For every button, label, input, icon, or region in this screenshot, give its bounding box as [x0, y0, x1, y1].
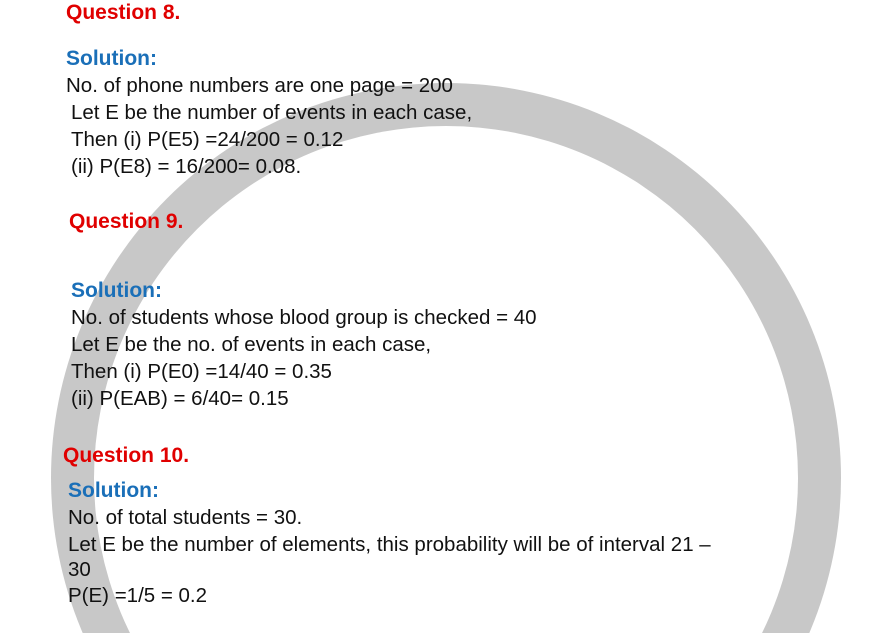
question-9-heading: Question 9. [69, 210, 184, 233]
question-8-line-2: Let E be the number of events in each case, [71, 101, 473, 124]
question-10-solution-label: Solution: [68, 479, 159, 502]
question-9-line-2: Let E be the no. of events in each case, [71, 333, 432, 356]
question-8-line-3: Then (i) P(E5) =24/200 = 0.12 [71, 128, 344, 151]
question-10-heading: Question 10. [63, 444, 190, 467]
question-8-line-4: (ii) P(E8) = 16/200= 0.08. [71, 155, 302, 178]
question-10-line-4: P(E) =1/5 = 0.2 [68, 584, 208, 607]
question-8-heading: Question 8. [66, 1, 181, 24]
question-8-solution-label: Solution: [66, 47, 157, 70]
question-10-line-3: 30 [68, 558, 91, 581]
question-9-solution-label: Solution: [71, 279, 162, 302]
question-8-line-1: No. of phone numbers are one page = 200 [66, 74, 453, 97]
question-9-line-4: (ii) P(EAB) = 6/40= 0.15 [71, 387, 289, 410]
question-10-line-2: Let E be the number of elements, this probability will be of interval 21 – [68, 533, 711, 556]
question-9-line-3: Then (i) P(E0) =14/40 = 0.35 [71, 360, 332, 383]
question-10-line-1: No. of total students = 30. [68, 506, 303, 529]
question-9-line-1: No. of students whose blood group is checked = 40 [71, 306, 537, 329]
